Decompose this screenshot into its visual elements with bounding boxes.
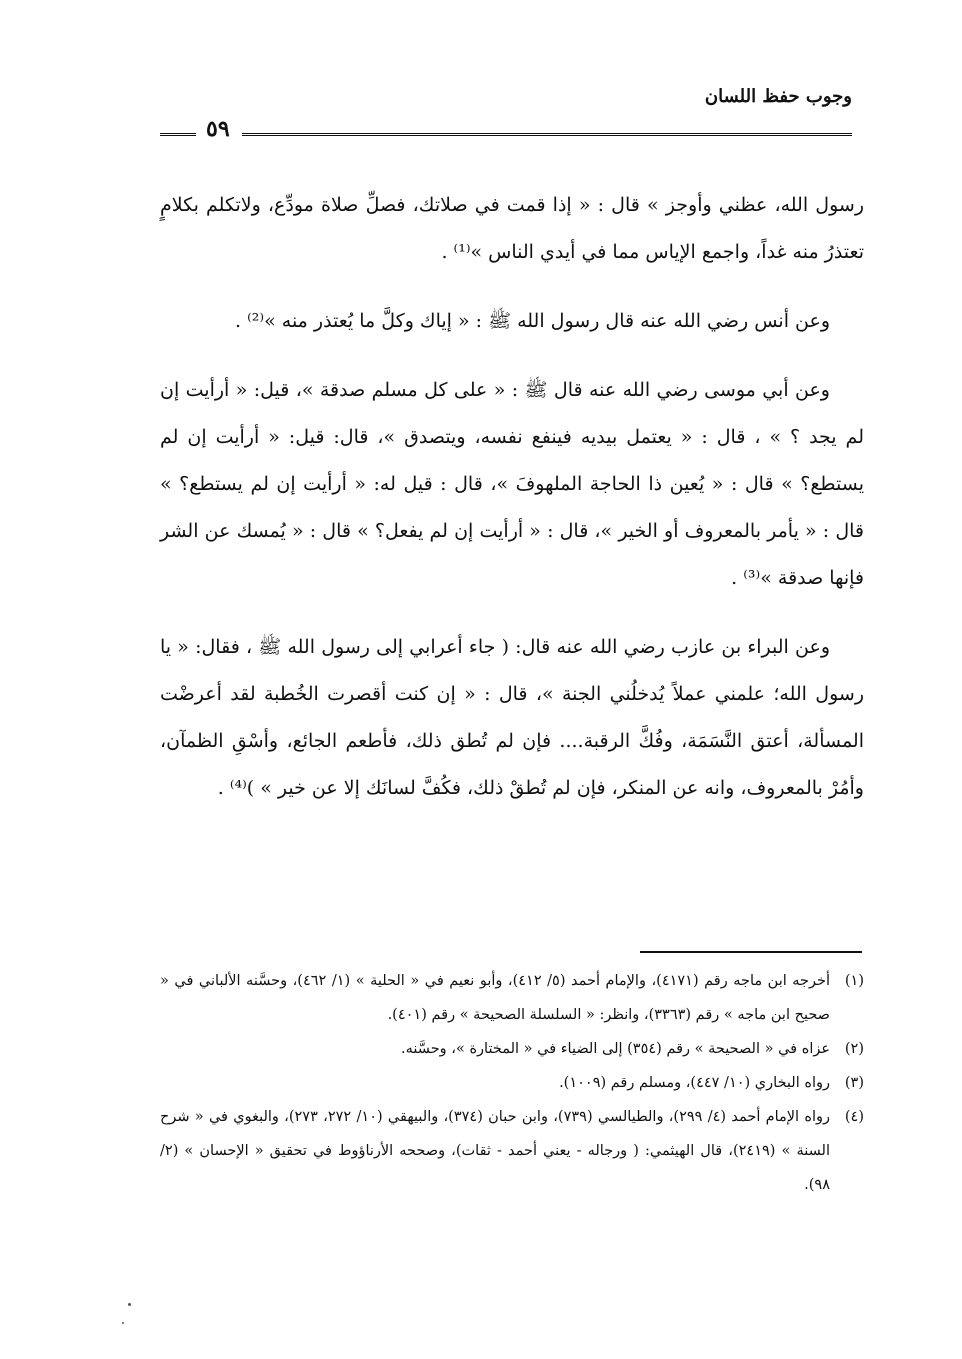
footnote xyxy=(160,964,864,1032)
paragraph: وعن أبي موسى رضي الله عنه قال ﷺ : « على كل مسلم صدقة »، قيل: « أرأيت إن لم يجد ؟ » ، قال : « يعتمل بيديه فينفع نفسه، ويتصدق »، قال: قيل: « أرأيت إن لم يستطع؟ » قال : « يُعين ذا الحاجة الملهوفَ »، قال : قيل له: « أرأيت إن لم يستطع؟ » قال : « يأمر بالمعروف أو الخير »، قال : « أرأيت إن لم يفعل؟ » قال : « يُمسك عن الشر فإنها صدقة »⁽³⁾ . xyxy=(160,379,864,589)
header-rule-long xyxy=(242,133,852,136)
footnote xyxy=(160,1100,864,1202)
footnote-text: رواه الإمام أحمد (٤/ ٢٩٩)، والطيالسي (٧٣٩)، وابن حبان (٣٧٤)، والبيهقي (١٠/ ٢٧٢، ٢٧٣)، والبغوي في « شرح السنة » (٢٤١٩)، قال الهيثمي: ( ورجاله - يعني أحمد - ثقات)، وصححه الأرناؤوط في تحقيق « الإحسان » (٢/ ٩٨). xyxy=(160,1109,830,1193)
paragraph: وعن البراء بن عازب رضي الله عنه قال: ( جاء أعرابي إلى رسول الله ﷺ ، فقال: « يا رسول الله؛ علمني عملاً يُدخلُني الجنة »، قال : « إن كنت أقصرت الخُطبة لقد أعرضْت المسألة، أعتق النَّسَمَة، وفُكَّ الرقبة.... فإن لم تُطق ذلك، فأطعم الجائع، وأسْقِ الظمآن، وأمُرْ بالمعروف، وانه عن المنكر، فإن لم تُطقْ ذلك، فكُفَّ لسانَك إلا عن خير » )⁽⁴⁾ . xyxy=(160,636,864,799)
footnote-number: (٣) xyxy=(844,1075,864,1091)
page-number: ٥٩ xyxy=(206,116,230,142)
footnote-separator xyxy=(640,951,862,953)
scan-speck xyxy=(122,1322,124,1324)
footnote-number: (١) xyxy=(844,973,864,989)
scan-speck xyxy=(128,1303,131,1306)
header-rule-short xyxy=(160,133,196,136)
footnote xyxy=(160,1066,864,1100)
footnote-number: (٢) xyxy=(844,1041,864,1057)
footnote-text: عزاه في « الصحيحة » رقم (٣٥٤) إلى الضياء في « المختارة »، وحسَّنه. xyxy=(401,1041,830,1057)
footnote-text: رواه البخاري (١٠/ ٤٤٧)، ومسلم رقم (١٠٠٩). xyxy=(559,1075,830,1091)
paragraph: رسول الله، عظني وأوجز » قال : « إذا قمت في صلاتك، فصلِّ صلاة مودِّع، ولاتكلم بكلامٍ تعتذرُ منه غداً، واجمع الإياس مما في أيدي الناس »⁽¹⁾ . xyxy=(160,194,864,263)
footnote xyxy=(160,1032,864,1066)
main-text xyxy=(160,182,864,834)
page-header xyxy=(160,78,852,140)
footnote-number: (٤) xyxy=(844,1109,864,1125)
footnotes xyxy=(160,964,864,1202)
running-title: وجوب حفظ اللسان xyxy=(704,86,852,107)
footnote-text: أخرجه ابن ماجه رقم (٤١٧١)، والإمام أحمد (٥/ ٤١٢)، وأبو نعيم في « الحلية » (١/ ٤٦٢)، وحسَّنه الألباني في « صحيح ابن ماجه » رقم (٣٣٦٣)، وانظر: « السلسلة الصحيحة » رقم (٤٠١). xyxy=(160,973,831,1023)
paragraph: وعن أنس رضي الله عنه قال رسول الله ﷺ : « إياك وكلَّ ما يُعتذر منه »⁽²⁾ . xyxy=(235,310,830,332)
